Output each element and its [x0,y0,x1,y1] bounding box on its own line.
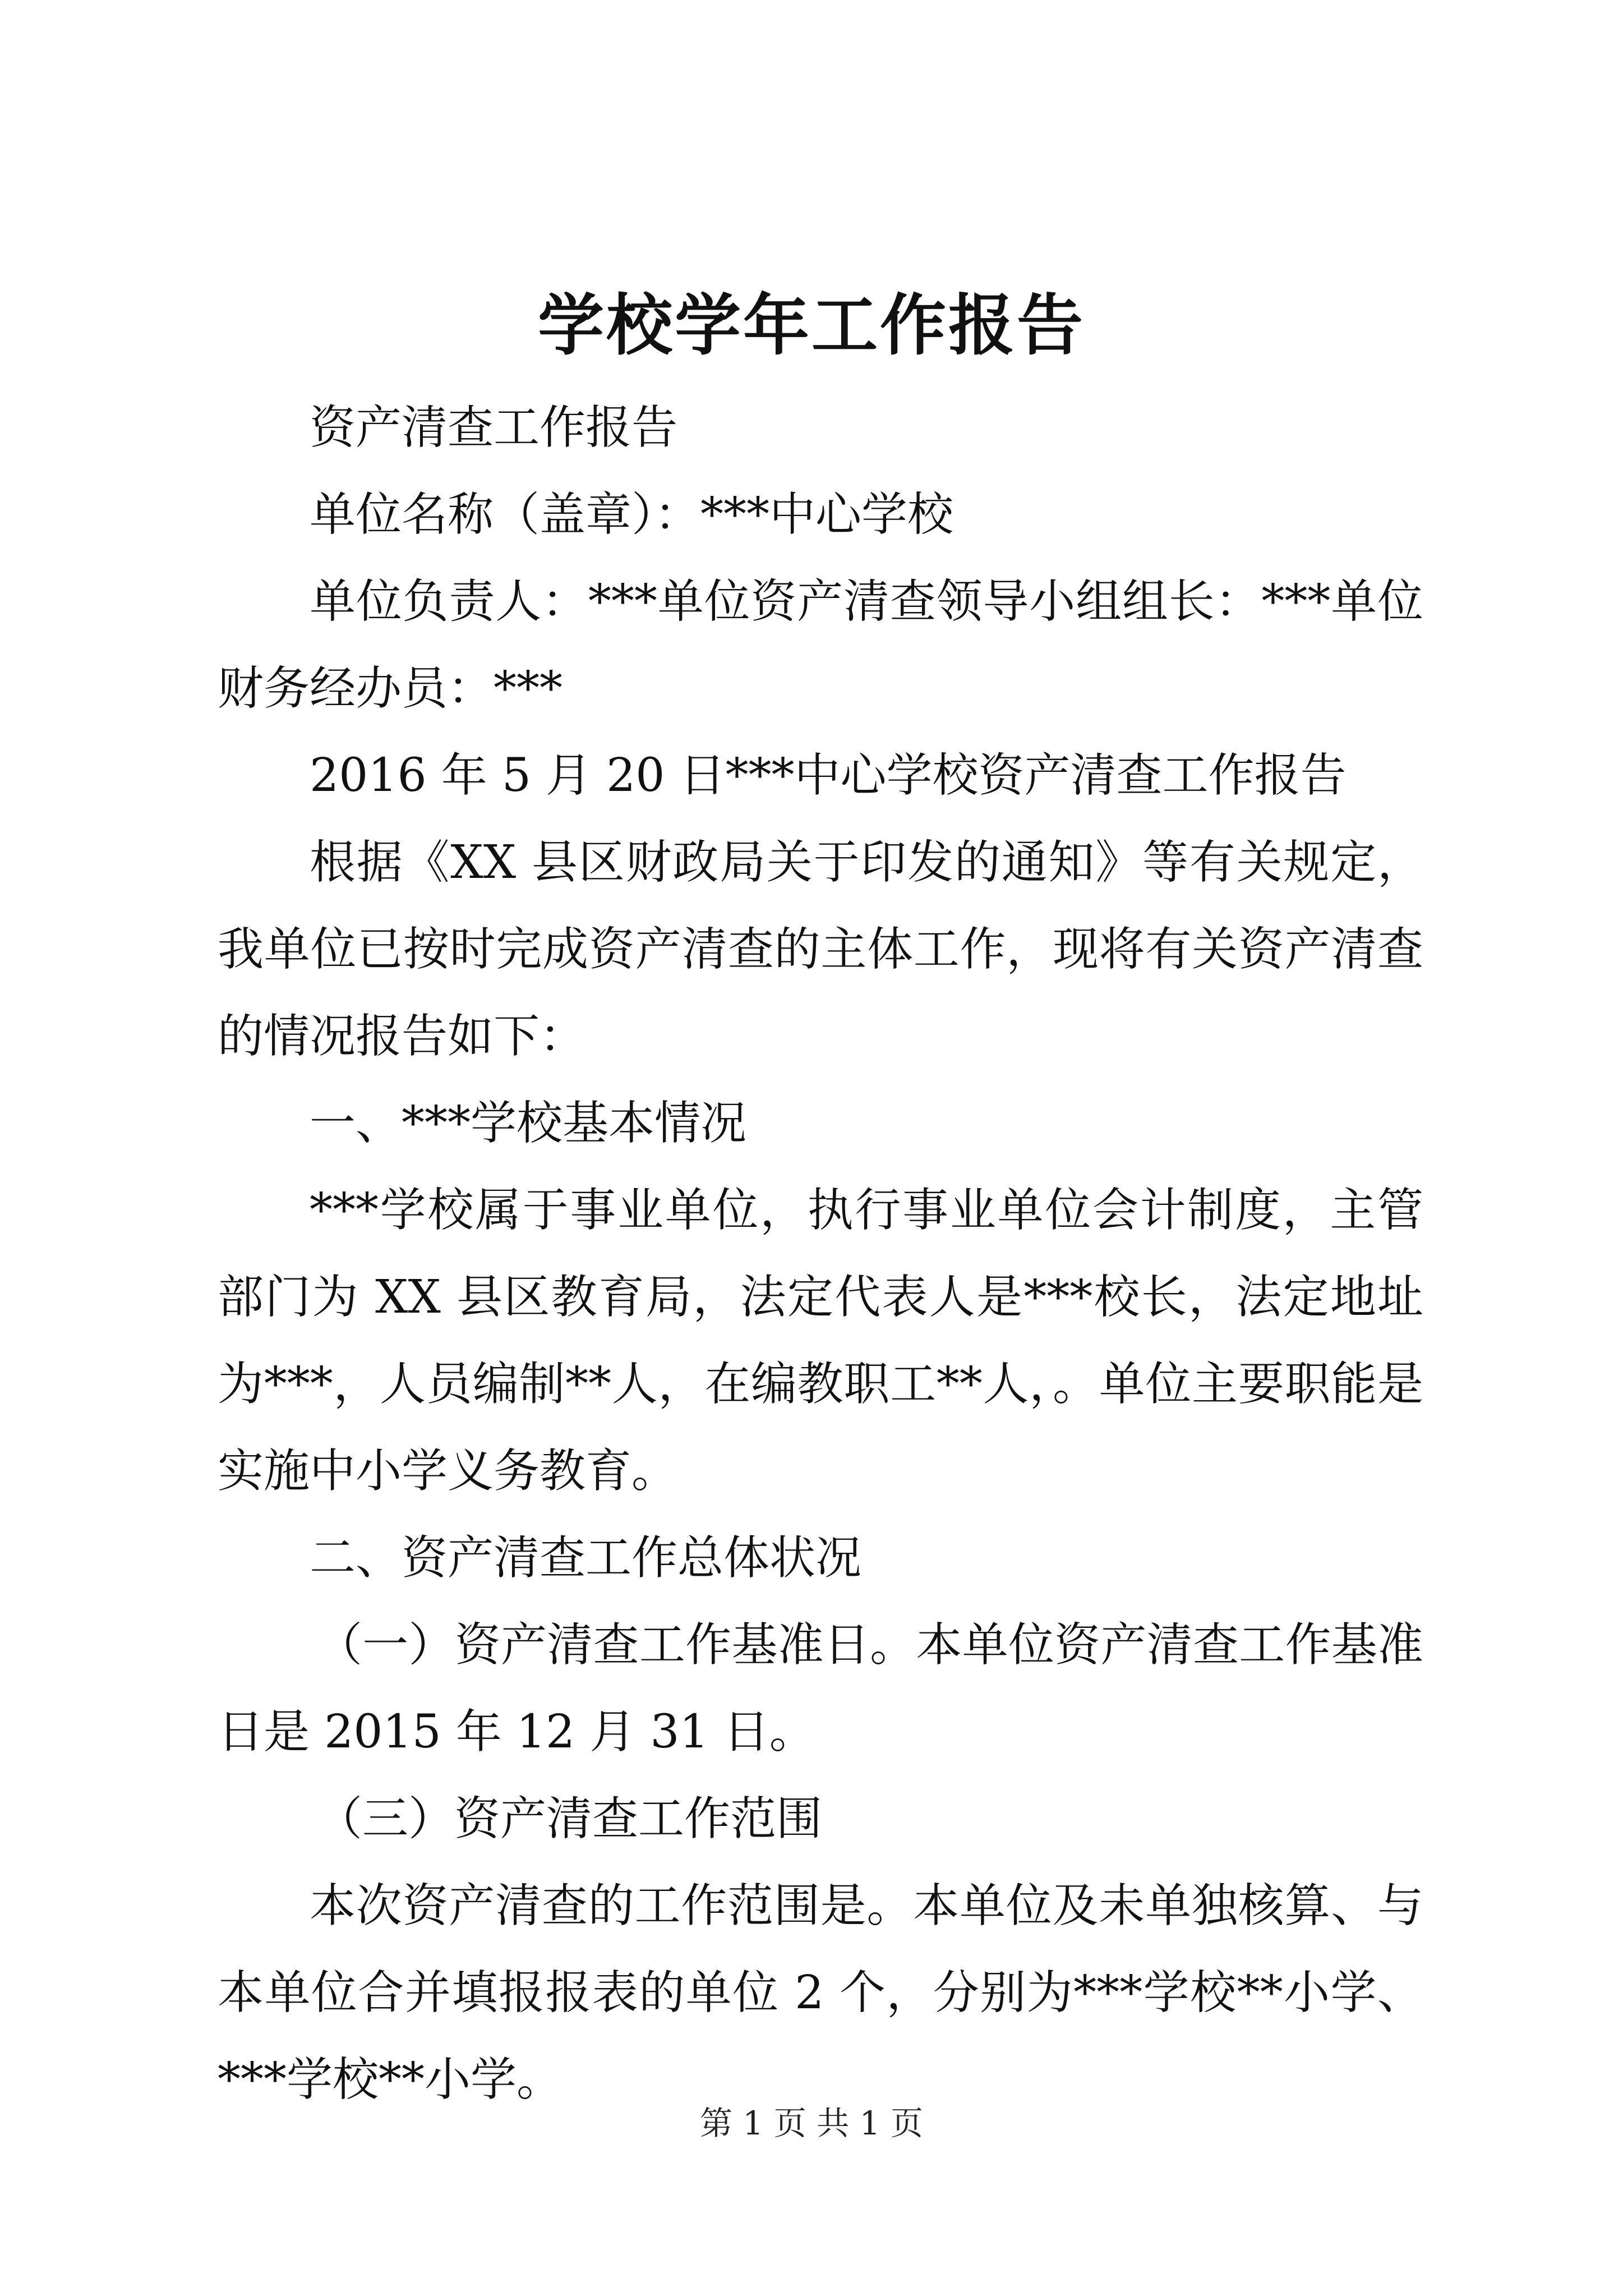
paragraph-responsible-persons: 单位负责人：***单位资产清查领导小组组长：***单位财务经办员：*** [218,575,1423,715]
paragraph-base-date: （一）资产清查工作基准日。本单位资产清查工作基准日是 2015 年 12 月 31 日。 [218,1618,1423,1759]
heading-section-2: 二、资产清查工作总体状况 [310,1531,862,1585]
paragraph-report-date: 2016 年 5 月 20 日***中心学校资产清查工作报告 [310,749,1347,802]
page-number-footer: 第 1 页 共 1 页 [700,2104,923,2142]
heading-scope: （三）资产清查工作范围 [316,1792,823,1846]
paragraph-school-basic-info: ***学校属于事业单位，执行事业单位会计制度，主管部门为 XX 县区教育局，法定代表人是***校长，法定地址为***，人员编制**人，在编教职工**人，。单位主要职能是实施中小学义务教育。 [218,1184,1423,1498]
paragraph-introduction: 根据《XX 县区财政局关于印发的通知》等有关规定，我单位已按时完成资产清查的主体工作，现将有关资产清查的情况报告如下： [218,836,1423,1063]
paragraph-scope-detail: 本次资产清查的工作范围是。本单位及未单独核算、与本单位合并填报报表的单位 2 个，分别为***学校**小学、***学校**小学。 [218,1879,1423,2106]
heading-section-1: 一、***学校基本情况 [310,1097,747,1150]
paragraph-report-subtitle: 资产清查工作报告 [310,401,678,454]
document-title: 学校学年工作报告 [537,286,1085,364]
document-body [218,384,1423,2123]
paragraph-unit-name: 单位名称（盖章）：***中心学校 [310,488,954,541]
